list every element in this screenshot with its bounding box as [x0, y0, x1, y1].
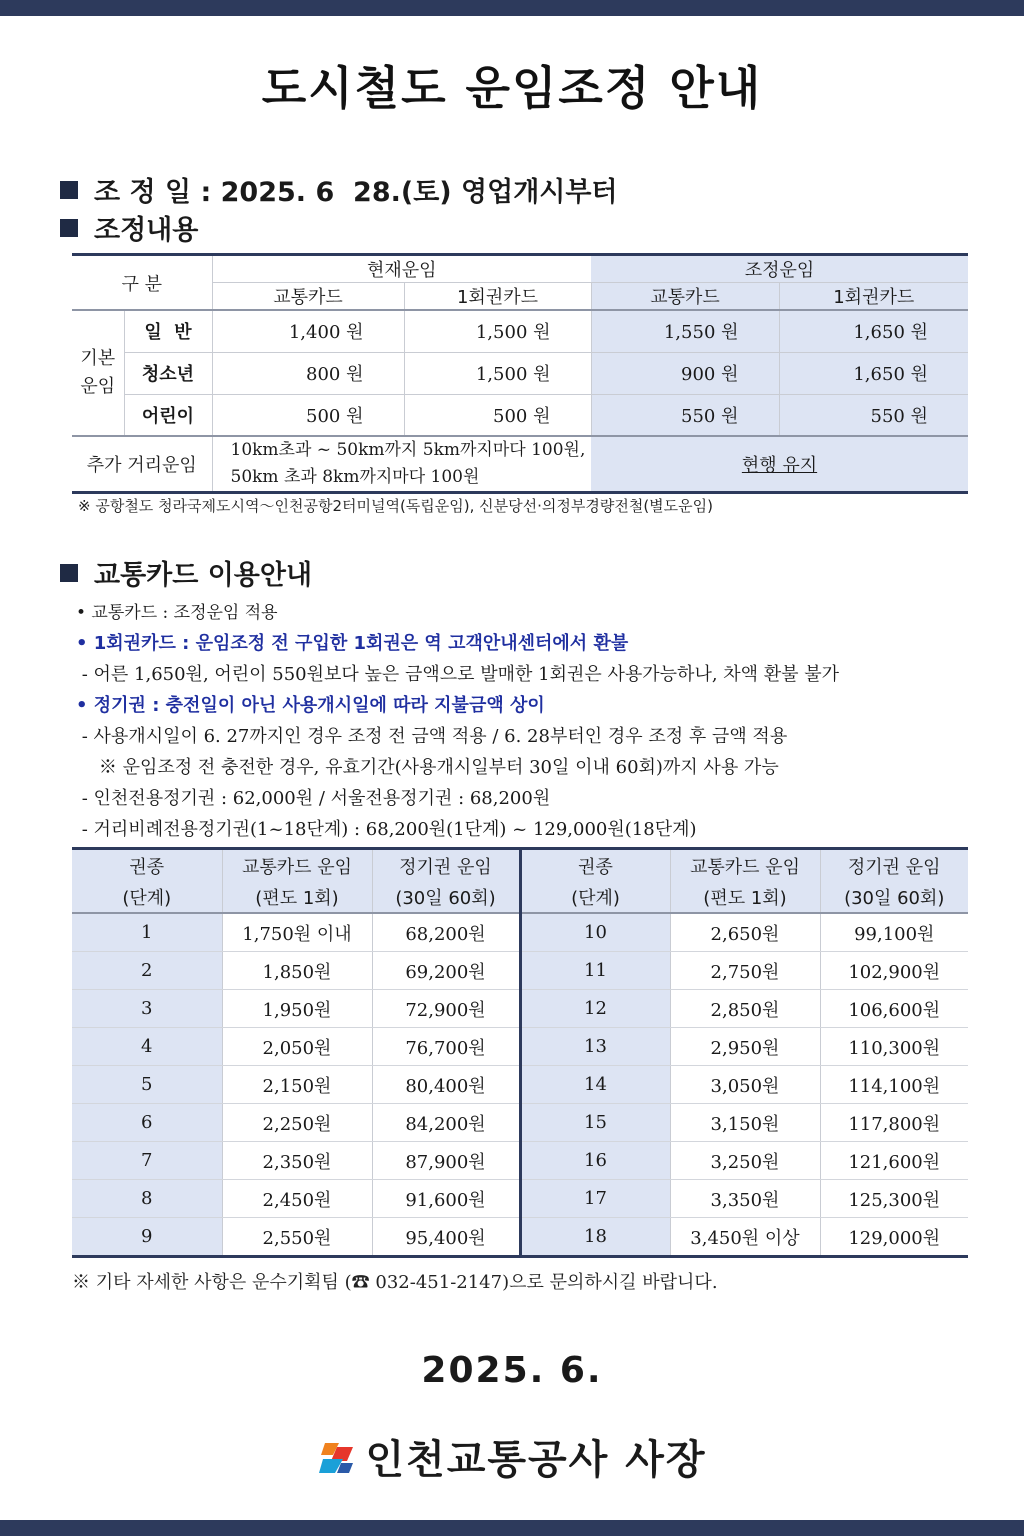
pass-step-cell: 11: [520, 952, 670, 990]
pass-table-row: [72, 1028, 968, 1066]
fare-table-adjusted-card: 교통카드: [591, 283, 779, 311]
pass-card-fare-cell: 2,550원: [222, 1218, 372, 1257]
pass-table-row: [72, 1180, 968, 1218]
section-card-guide-label: 교통카드 이용안내: [94, 560, 313, 591]
fare-table-current-header: 현재운임: [212, 255, 591, 283]
pass-card-fare-cell: 3,450원 이상: [670, 1218, 820, 1257]
pass-card-fare-cell: 3,050원: [670, 1066, 820, 1104]
pass-card-fare-cell: 2,950원: [670, 1028, 820, 1066]
pass-fare-cell: 76,700원: [372, 1028, 520, 1066]
fare-table-current-single: 1회권카드: [404, 283, 591, 311]
guide-line: - 어른 1,650원, 어린이 550원보다 높은 금액으로 발매한 1회권은 사용가능하나, 차액 환불 불가: [76, 664, 840, 685]
pass-step-cell: 18: [520, 1218, 670, 1257]
issue-date: 2025. 6.: [421, 1350, 603, 1391]
pass-fare-cell: 106,600원: [820, 990, 968, 1028]
pass-card-fare-cell: 2,350원: [222, 1142, 372, 1180]
pass-header-pass-sub: (30일 60회): [372, 881, 520, 913]
fare-row-label: 일 반: [124, 310, 212, 352]
fare-table-extra-adjusted: 현행 유지: [591, 436, 968, 493]
pass-header-step: 권종: [520, 849, 670, 882]
pass-card-fare-cell: 2,250원: [222, 1104, 372, 1142]
contact-note: ※ 기타 자세한 사항은 운수기획팀 (☎ 032-451-2147)으로 문의하시길 바랍니다.: [72, 1272, 718, 1293]
fare-cell: 1,500 원: [404, 310, 591, 352]
pass-table-row: [72, 990, 968, 1028]
pass-card-fare-cell: 3,350원: [670, 1180, 820, 1218]
pass-card-fare-cell: 2,750원: [670, 952, 820, 990]
pass-table-row: [72, 1104, 968, 1142]
section-adjust-content-label: 조정내용: [94, 215, 199, 246]
pass-fare-cell: 72,900원: [372, 990, 520, 1028]
section-adjust-content: [60, 208, 198, 247]
pass-header-pass: 정기권 운임: [820, 849, 968, 882]
pass-header-card-sub: (편도 1회): [222, 881, 372, 913]
section-card-guide: [60, 553, 312, 592]
pass-card-fare-cell: 1,750원 이내: [222, 913, 372, 952]
pass-header-card: 교통카드 운임: [670, 849, 820, 882]
pass-fare-cell: 129,000원: [820, 1218, 968, 1257]
pass-step-cell: 3: [72, 990, 222, 1028]
guide-line: - 사용개시일이 6. 27까지인 경우 조정 전 금액 적용 / 6. 28부터인 경우 조정 후 금액 적용: [76, 726, 788, 747]
section-adjust-date: [60, 170, 618, 209]
fare-row-label: 청소년: [124, 352, 212, 394]
pass-header-card-sub: (편도 1회): [670, 881, 820, 913]
fare-cell: 1,550 원: [591, 310, 779, 352]
pass-fare-cell: 102,900원: [820, 952, 968, 990]
pass-fare-cell: 99,100원: [820, 913, 968, 952]
pass-fare-cell: 84,200원: [372, 1104, 520, 1142]
pass-card-fare-cell: 2,850원: [670, 990, 820, 1028]
pass-header-card: 교통카드 운임: [222, 849, 372, 882]
note-airport-railroad: ※ 공항철도 청라국제도시역～인천공항2터미널역(독립운임), 신분당선·의정부경량전철(별도운임): [78, 497, 713, 515]
fare-cell: 500 원: [404, 394, 591, 436]
pass-table-row: [72, 913, 968, 952]
page-title: 도시철도 운임조정 안내: [261, 61, 763, 115]
pass-step-cell: 9: [72, 1218, 222, 1257]
pass-fare-cell: 87,900원: [372, 1142, 520, 1180]
bottom-border-bar: [0, 1520, 1024, 1536]
fare-table: [72, 253, 968, 494]
pass-header-pass: 정기권 운임: [372, 849, 520, 882]
pass-step-cell: 8: [72, 1180, 222, 1218]
square-bullet-icon: [60, 181, 78, 199]
guide-line-highlight: • 1회권카드 : 운임조정 전 구입한 1회권은 역 고객안내센터에서 환불: [76, 633, 629, 654]
pass-fare-cell: 95,400원: [372, 1218, 520, 1257]
pass-header-step: 권종: [72, 849, 222, 882]
guide-line: - 거리비례전용정기권(1~18단계) : 68,200원(1단계) ~ 129,000원(18단계): [76, 819, 697, 840]
fare-table-current-card: 교통카드: [212, 283, 404, 311]
fare-cell: 1,500 원: [404, 352, 591, 394]
pass-step-cell: 12: [520, 990, 670, 1028]
signature: [0, 1428, 1024, 1485]
guide-line: ※ 운임조정 전 충전한 경우, 유효기간(사용개시일부터 30일 이내 60회)까지 사용 가능: [76, 757, 779, 778]
pass-card-fare-cell: 1,950원: [222, 990, 372, 1028]
pass-header-step-sub: (단계): [72, 881, 222, 913]
fare-cell: 550 원: [779, 394, 968, 436]
fare-cell: 900 원: [591, 352, 779, 394]
pass-fare-cell: 69,200원: [372, 952, 520, 990]
pass-step-cell: 1: [72, 913, 222, 952]
pass-step-cell: 6: [72, 1104, 222, 1142]
fare-cell: 1,650 원: [779, 310, 968, 352]
square-bullet-icon: [60, 564, 78, 582]
pass-step-cell: 7: [72, 1142, 222, 1180]
fare-table-gubun: 구 분: [72, 255, 212, 311]
incheon-transit-logo-icon: [317, 1437, 357, 1477]
pass-step-cell: 13: [520, 1028, 670, 1066]
pass-card-fare-cell: 2,050원: [222, 1028, 372, 1066]
top-border-bar: [0, 0, 1024, 16]
pass-card-fare-cell: 3,150원: [670, 1104, 820, 1142]
pass-header-step-sub: (단계): [520, 881, 670, 913]
fare-cell: 500 원: [212, 394, 404, 436]
section-adjust-date-label: 조 정 일 : 2025. 6 28.(토) 영업개시부터: [94, 177, 618, 208]
fare-row-label: 어린이: [124, 394, 212, 436]
pass-header-pass-sub: (30일 60회): [820, 881, 968, 913]
pass-step-cell: 5: [72, 1066, 222, 1104]
fare-cell: 1,400 원: [212, 310, 404, 352]
pass-fare-cell: 121,600원: [820, 1142, 968, 1180]
fare-table-adjusted-single: 1회권카드: [779, 283, 968, 311]
pass-table-row: [72, 1066, 968, 1104]
pass-card-fare-cell: 1,850원: [222, 952, 372, 990]
fare-cell: 1,650 원: [779, 352, 968, 394]
pass-table-row: [72, 1218, 968, 1257]
pass-fare-cell: 80,400원: [372, 1066, 520, 1104]
pass-card-fare-cell: 2,650원: [670, 913, 820, 952]
fare-table-extra-desc: 10km초과 ~ 50km까지 5km까지마다 100원, 50km 초과 8km까지마다 100원: [230, 440, 586, 487]
pass-fare-cell: 91,600원: [372, 1180, 520, 1218]
fare-cell: 800 원: [212, 352, 404, 394]
pass-step-cell: 4: [72, 1028, 222, 1066]
pass-fare-cell: 110,300원: [820, 1028, 968, 1066]
fare-table-basic-label: 기본 운임: [72, 310, 124, 436]
pass-step-cell: 10: [520, 913, 670, 952]
pass-fare-cell: 114,100원: [820, 1066, 968, 1104]
fare-table-extra-label: 추가 거리운임: [72, 436, 212, 493]
guide-line: • 교통카드 : 조정운임 적용: [76, 603, 278, 623]
pass-fare-cell: 68,200원: [372, 913, 520, 952]
pass-table: [72, 847, 968, 1258]
guide-line-highlight: • 정기권 : 충전일이 아닌 사용개시일에 따라 지불금액 상이: [76, 695, 545, 716]
pass-step-cell: 2: [72, 952, 222, 990]
pass-step-cell: 14: [520, 1066, 670, 1104]
pass-card-fare-cell: 3,250원: [670, 1142, 820, 1180]
signature-text: 인천교통공사 사장: [365, 1437, 707, 1483]
pass-step-cell: 16: [520, 1142, 670, 1180]
pass-card-fare-cell: 2,450원: [222, 1180, 372, 1218]
pass-step-cell: 15: [520, 1104, 670, 1142]
pass-card-fare-cell: 2,150원: [222, 1066, 372, 1104]
pass-fare-cell: 117,800원: [820, 1104, 968, 1142]
pass-table-row: [72, 952, 968, 990]
guide-line: - 인천전용정기권 : 62,000원 / 서울전용정기권 : 68,200원: [76, 788, 551, 809]
square-bullet-icon: [60, 219, 78, 237]
pass-step-cell: 17: [520, 1180, 670, 1218]
pass-fare-cell: 125,300원: [820, 1180, 968, 1218]
fare-table-adjusted-header: 조정운임: [591, 255, 968, 283]
pass-table-row: [72, 1142, 968, 1180]
fare-cell: 550 원: [591, 394, 779, 436]
